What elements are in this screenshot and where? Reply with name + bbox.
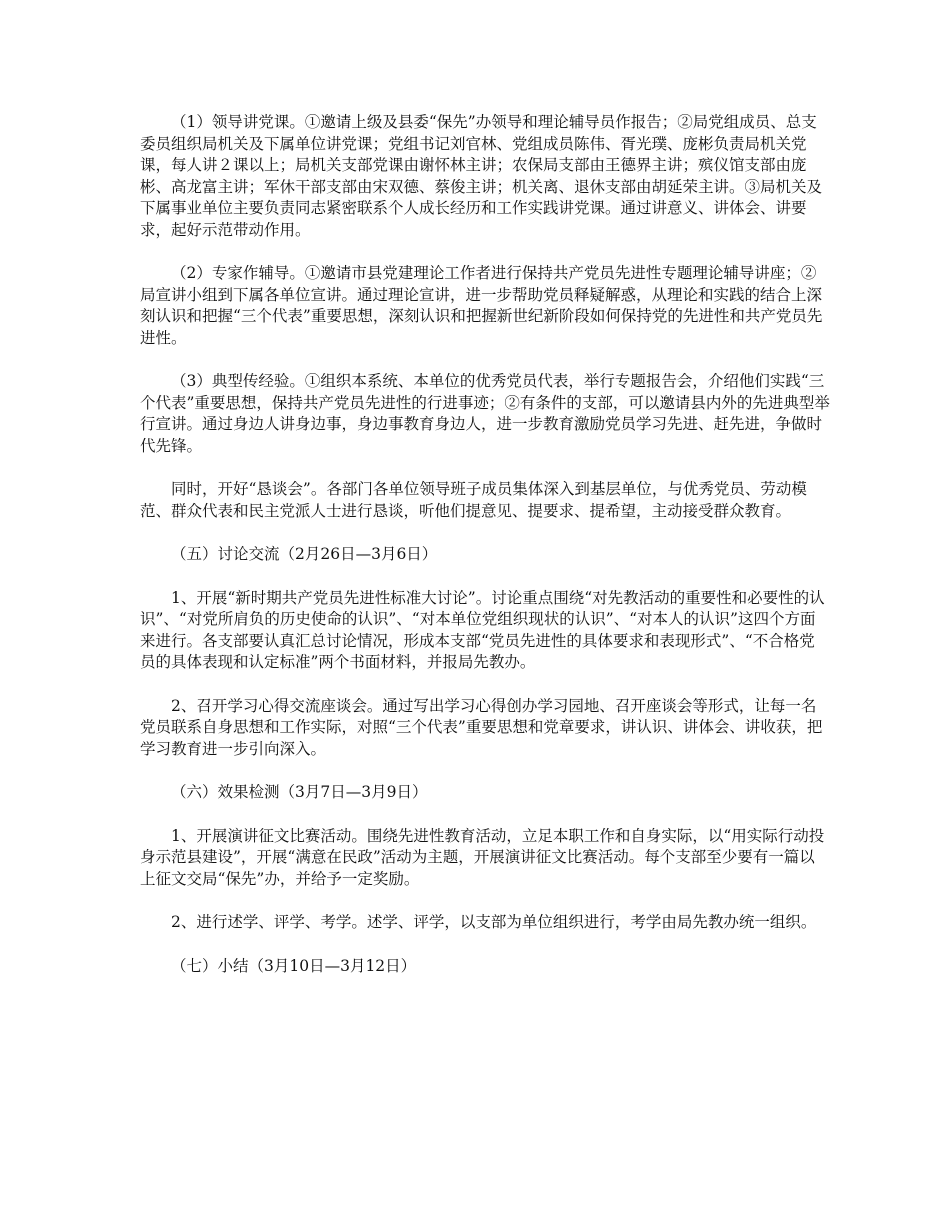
paragraph-discussion-1: 1、开展“新时期共产党员先进性标准大讨论”。讨论重点围绕“对先教活动的重要性和必要性的认识”、“对党所肩负的历史使命的认识”、“对本单位党组织现状的认识”、“对本人的认识”这四个方面来进行。各支部要认真汇总讨论情况，形成本支部“党员先进性的具体要求和表现形式”、“不合格党员的具体表现和认定标准”两个书面材料，并报局先教办。 — [140, 588, 825, 671]
section-heading-effect-test: （六）效果检测（3月7日—3月9日） — [171, 783, 428, 801]
document-body — [140, 112, 830, 999]
paragraph-discussion-2: 2、召开学习心得交流座谈会。通过写出学习心得创办学习园地、召开座谈会等形式，让每一名党员联系自身思想和工作实际，对照“三个代表”重要思想和党章要求，讲认识、讲体会、讲收获，把学习教育进一步引向深入。 — [140, 696, 823, 758]
section-heading-summary: （七）小结（3月10日—3月12日） — [171, 956, 417, 975]
paragraph-heart-to-heart-talk: 同时，开好“恳谈会”。各部门各单位领导班子成员集体深入到基层单位，与优秀党员、劳动模范、群众代表和民主党派人士进行恳谈，听他们提意见、提要求、提希望，主动接受群众教育。 — [140, 480, 807, 520]
paragraph-effect-test-2: 2、进行述学、评学、考学。述学、评学，以支部为单位组织进行，考学由局先教办统一组织。 — [171, 913, 817, 931]
paragraph-effect-test-1: 1、开展演讲征文比赛活动。围绕先进性教育活动，立足本职工作和自身实际，以“用实际行动投身示范县建设”，开展“满意在民政”活动为主题，开展演讲征文比赛活动。每个支部至少要有一篇以上征文交局“保先”办，并给予一定奖励。 — [140, 826, 825, 888]
section-heading-discussion: （五）讨论交流（2月26日—3月6日） — [171, 545, 438, 563]
paragraph-leaders-lecture: （1）领导讲党课。①邀请上级及县委“保先”办领导和理论辅导员作报告；②局党组成员、总支委员组织局机关及下属单位讲党课；党组书记刘官林、党组成员陈伟、胥光璞、庞彬负责局机关党课，每人讲２课以上；局机关支部党课由谢怀林主讲；农保局支部由王德界主讲；殡仪馆支部由庞彬、高龙富主讲；军休干部支部由宋双德、蔡俊主讲；机关离、退休支部由胡延荣主讲。③局机关及下属事业单位主要负责同志紧密联系个人成长经历和工作实践讲党课。通过讲意义、讲体会、讲要求，起好示范带动作用。 — [140, 113, 823, 239]
paragraph-typical-experience: （3）典型传经验。①组织本系统、本单位的优秀党员代表，举行专题报告会，介绍他们实践“三个代表”重要思想，保持共产党员先进性的行进事迹；②有条件的支部，可以邀请县内外的先进典型举行宣讲。通过身边人讲身边事，身边事教育身边人，进一步教育激励党员学习先进、赶先进，争做时代先锋。 — [140, 372, 830, 455]
paragraph-expert-guidance: （2）专家作辅导。①邀请市县党建理论工作者进行保持共产党员先进性专题理论辅导讲座；②局宣讲小组到下属各单位宣讲。通过理论宣讲，进一步帮助党员释疑解惑，从理论和实践的结合上深刻认识和把握“三个代表”重要思想，深刻认识和把握新世纪新阶段如何保持党的先进性和共产党员先进性。 — [140, 264, 823, 347]
